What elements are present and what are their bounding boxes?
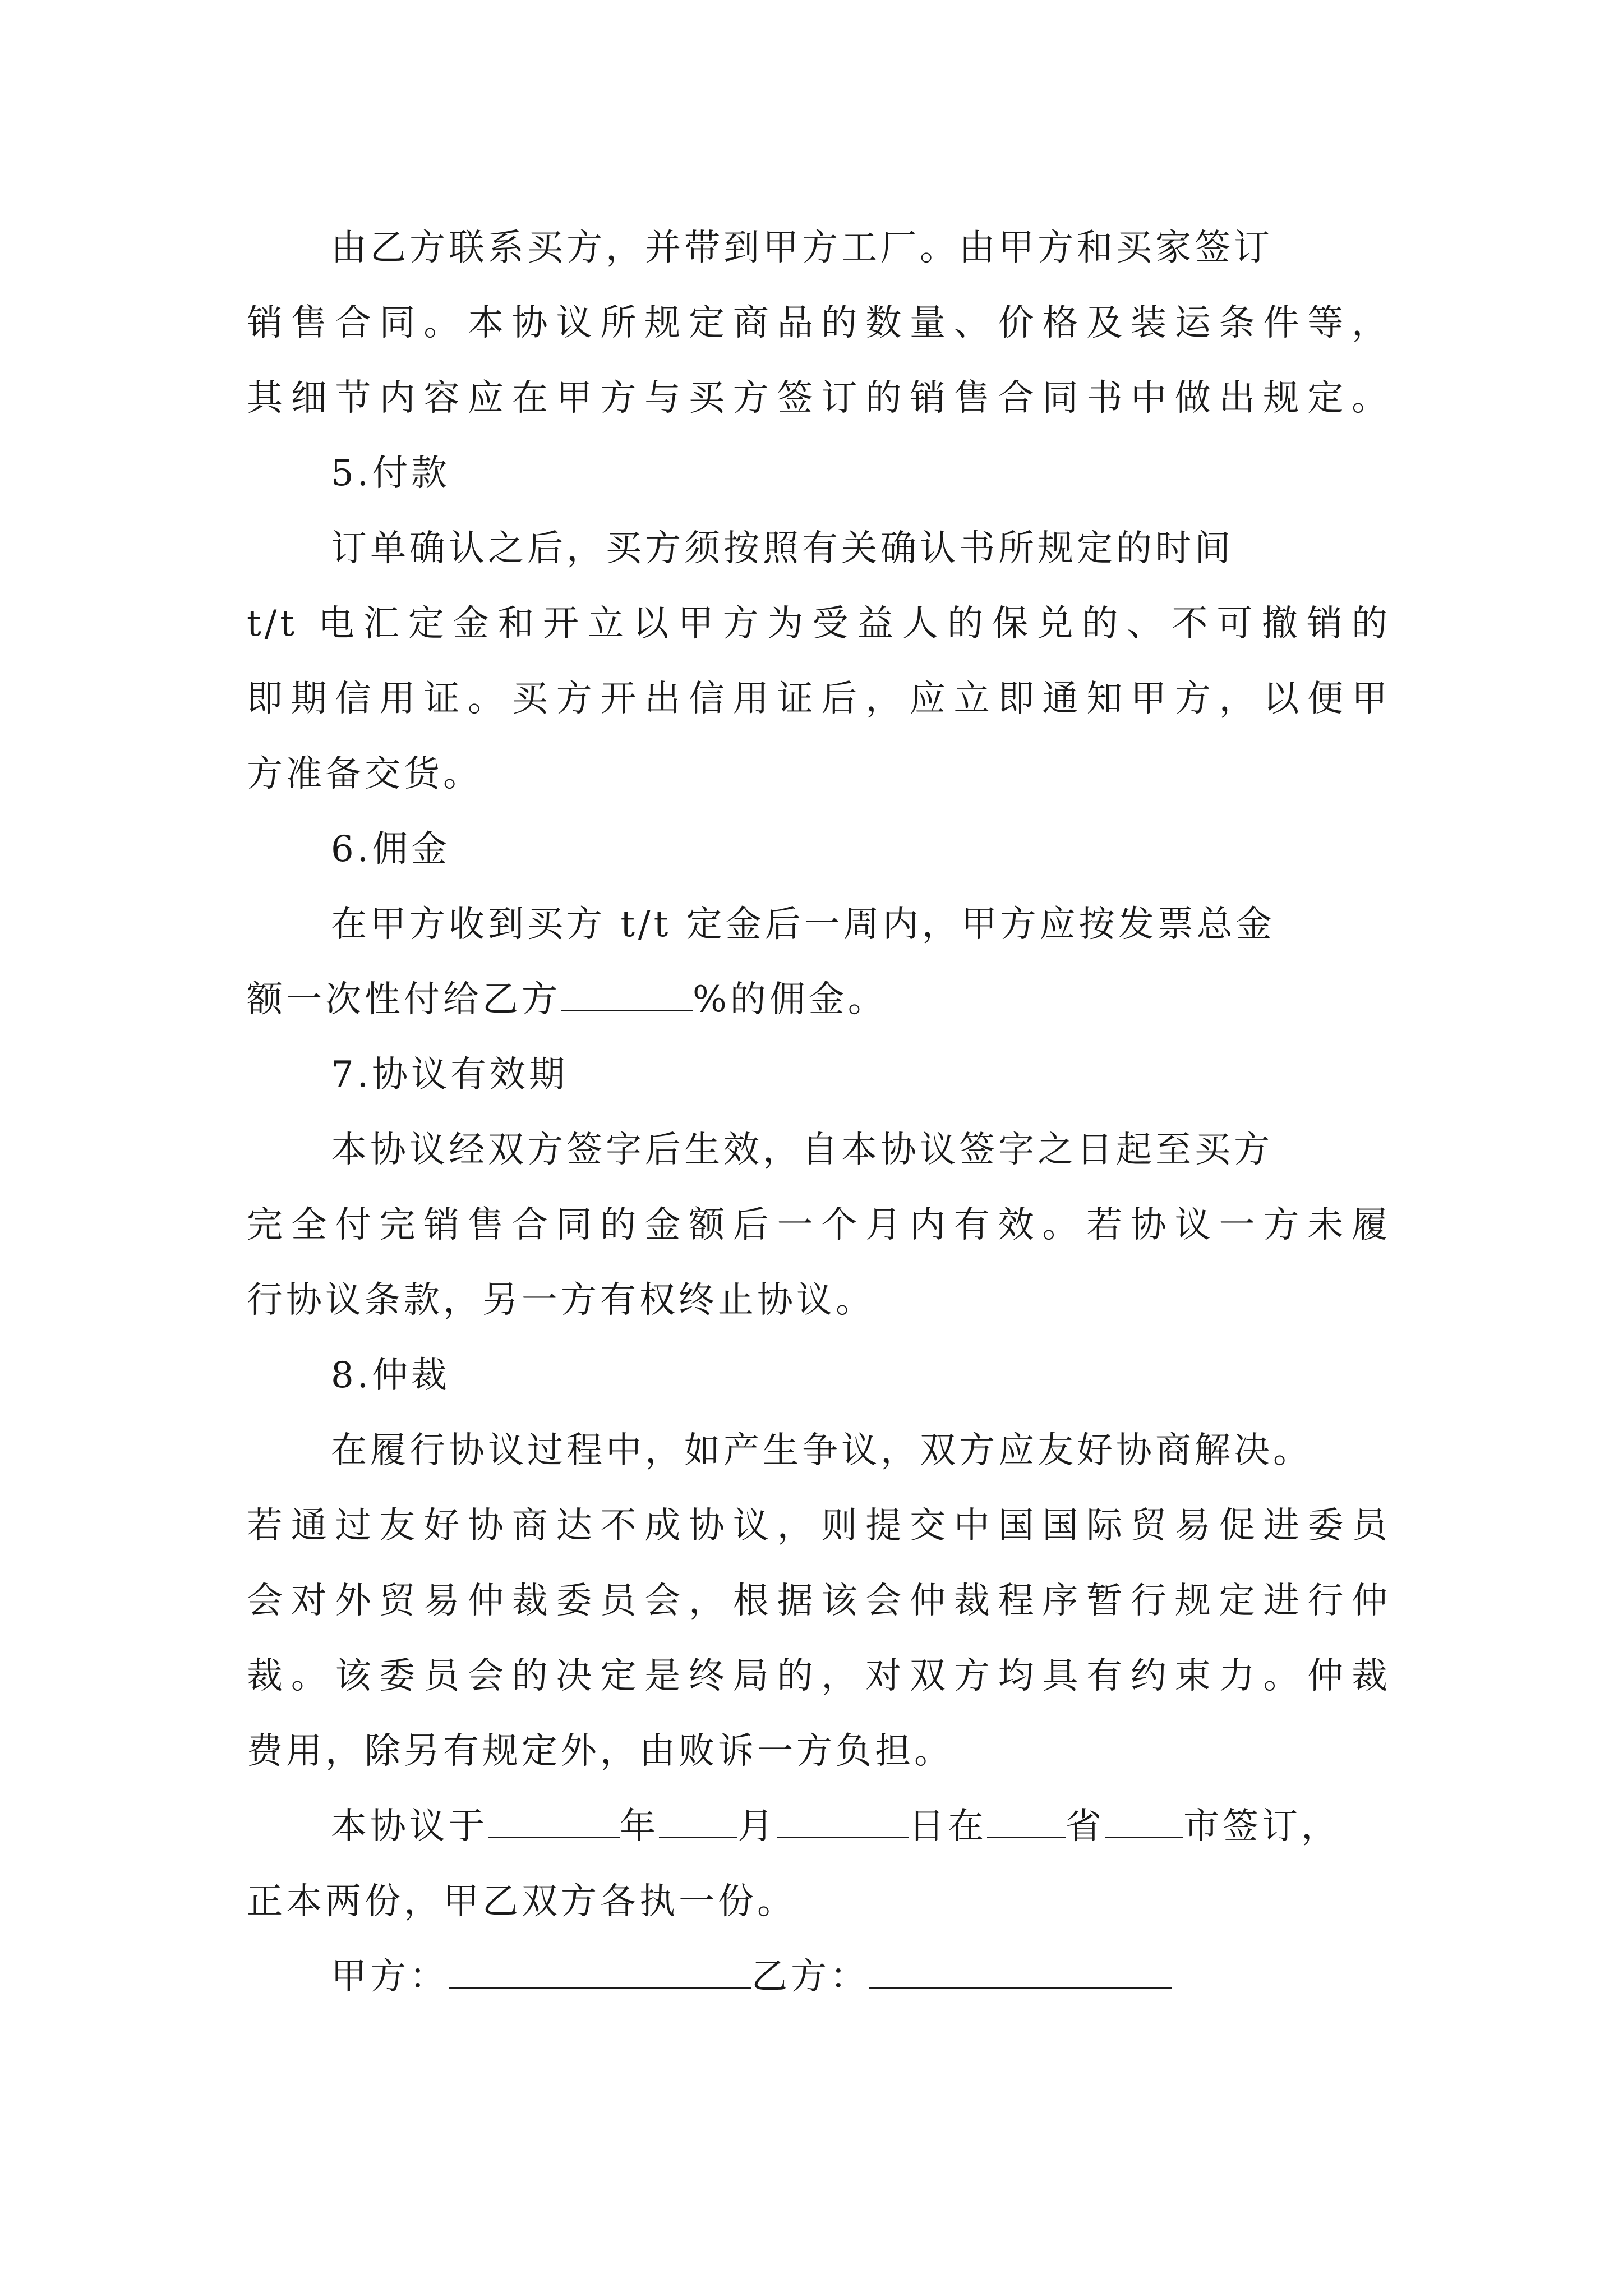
province-blank[interactable]	[987, 1807, 1066, 1838]
party-a-label: 甲方：	[331, 1956, 449, 1998]
section-heading-payment: 5.付款	[331, 453, 451, 494]
year-blank[interactable]	[488, 1807, 620, 1838]
date-text: 本协议于	[331, 1806, 488, 1847]
text-line: 裁。该委员会的决定是终局的，对双方均具有约束力。仲裁	[247, 1655, 1391, 1697]
text-line: t/t 电汇定金和开立以甲方为受益人的保兑的、不可撤销的	[247, 603, 1391, 645]
commission-percent-blank[interactable]	[561, 981, 693, 1011]
text-line: 在甲方收到买方 t/t 定金后一周内，甲方应按发票总金	[331, 904, 1275, 945]
date-text: 省	[1066, 1806, 1105, 1847]
signature-line	[247, 1939, 1391, 2014]
date-text: 市签订，	[1183, 1806, 1340, 1847]
text-line: 即期信用证。买方开出信用证后，应立即通知甲方，以便甲	[247, 678, 1391, 720]
text-line: 销售合同。本协议所规定商品的数量、价格及装运条件等，	[247, 302, 1391, 344]
section-heading-commission: 6.佣金	[331, 829, 451, 870]
section-heading-arbitration: 8.仲裁	[331, 1355, 451, 1396]
month-blank[interactable]	[659, 1807, 737, 1838]
text-line: 费用，除另有规定外，由败诉一方负担。	[247, 1731, 953, 1772]
text-line: 方准备交货。	[247, 753, 482, 795]
party-b-label: 乙方：	[751, 1956, 869, 1998]
document-body	[247, 210, 1391, 2014]
text-line: 行协议条款，另一方有权终止协议。	[247, 1280, 875, 1321]
text-line: 在履行协议过程中，如产生争议，双方应友好协商解决。	[331, 1430, 1312, 1471]
text-line: 由乙方联系买方，并带到甲方工厂。由甲方和买家签订	[331, 227, 1273, 269]
signing-date-line	[247, 1789, 1391, 1864]
day-blank[interactable]	[777, 1807, 909, 1838]
date-text: 日在	[909, 1806, 987, 1847]
commission-text-before: 额一次性付给乙方	[247, 979, 561, 1020]
text-line: 若通过友好协商达不成协议，则提交中国国际贸易促进委员	[247, 1505, 1391, 1547]
date-text: 月	[737, 1806, 777, 1847]
text-line: 其细节内容应在甲方与买方签订的销售合同书中做出规定。	[247, 378, 1391, 419]
text-line: 订单确认之后，买方须按照有关确认书所规定的时间	[331, 528, 1234, 569]
party-b-signature-blank[interactable]	[869, 1958, 1172, 1989]
text-line: 正本两份，甲乙双方各执一份。	[247, 1881, 796, 1922]
commission-text-after: %的佣金。	[693, 979, 887, 1020]
text-line: 完全付完销售合同的金额后一个月内有效。若协议一方未履	[247, 1204, 1391, 1246]
text-line: 本协议经双方签字后生效，自本协议签字之日起至买方	[331, 1129, 1273, 1171]
section-heading-validity: 7.协议有效期	[331, 1054, 569, 1096]
party-a-signature-blank[interactable]	[449, 1958, 751, 1989]
commission-line	[247, 962, 1391, 1037]
city-blank[interactable]	[1105, 1807, 1183, 1838]
date-text: 年	[620, 1806, 659, 1847]
text-line: 会对外贸易仲裁委员会，根据该会仲裁程序暂行规定进行仲	[247, 1580, 1391, 1622]
